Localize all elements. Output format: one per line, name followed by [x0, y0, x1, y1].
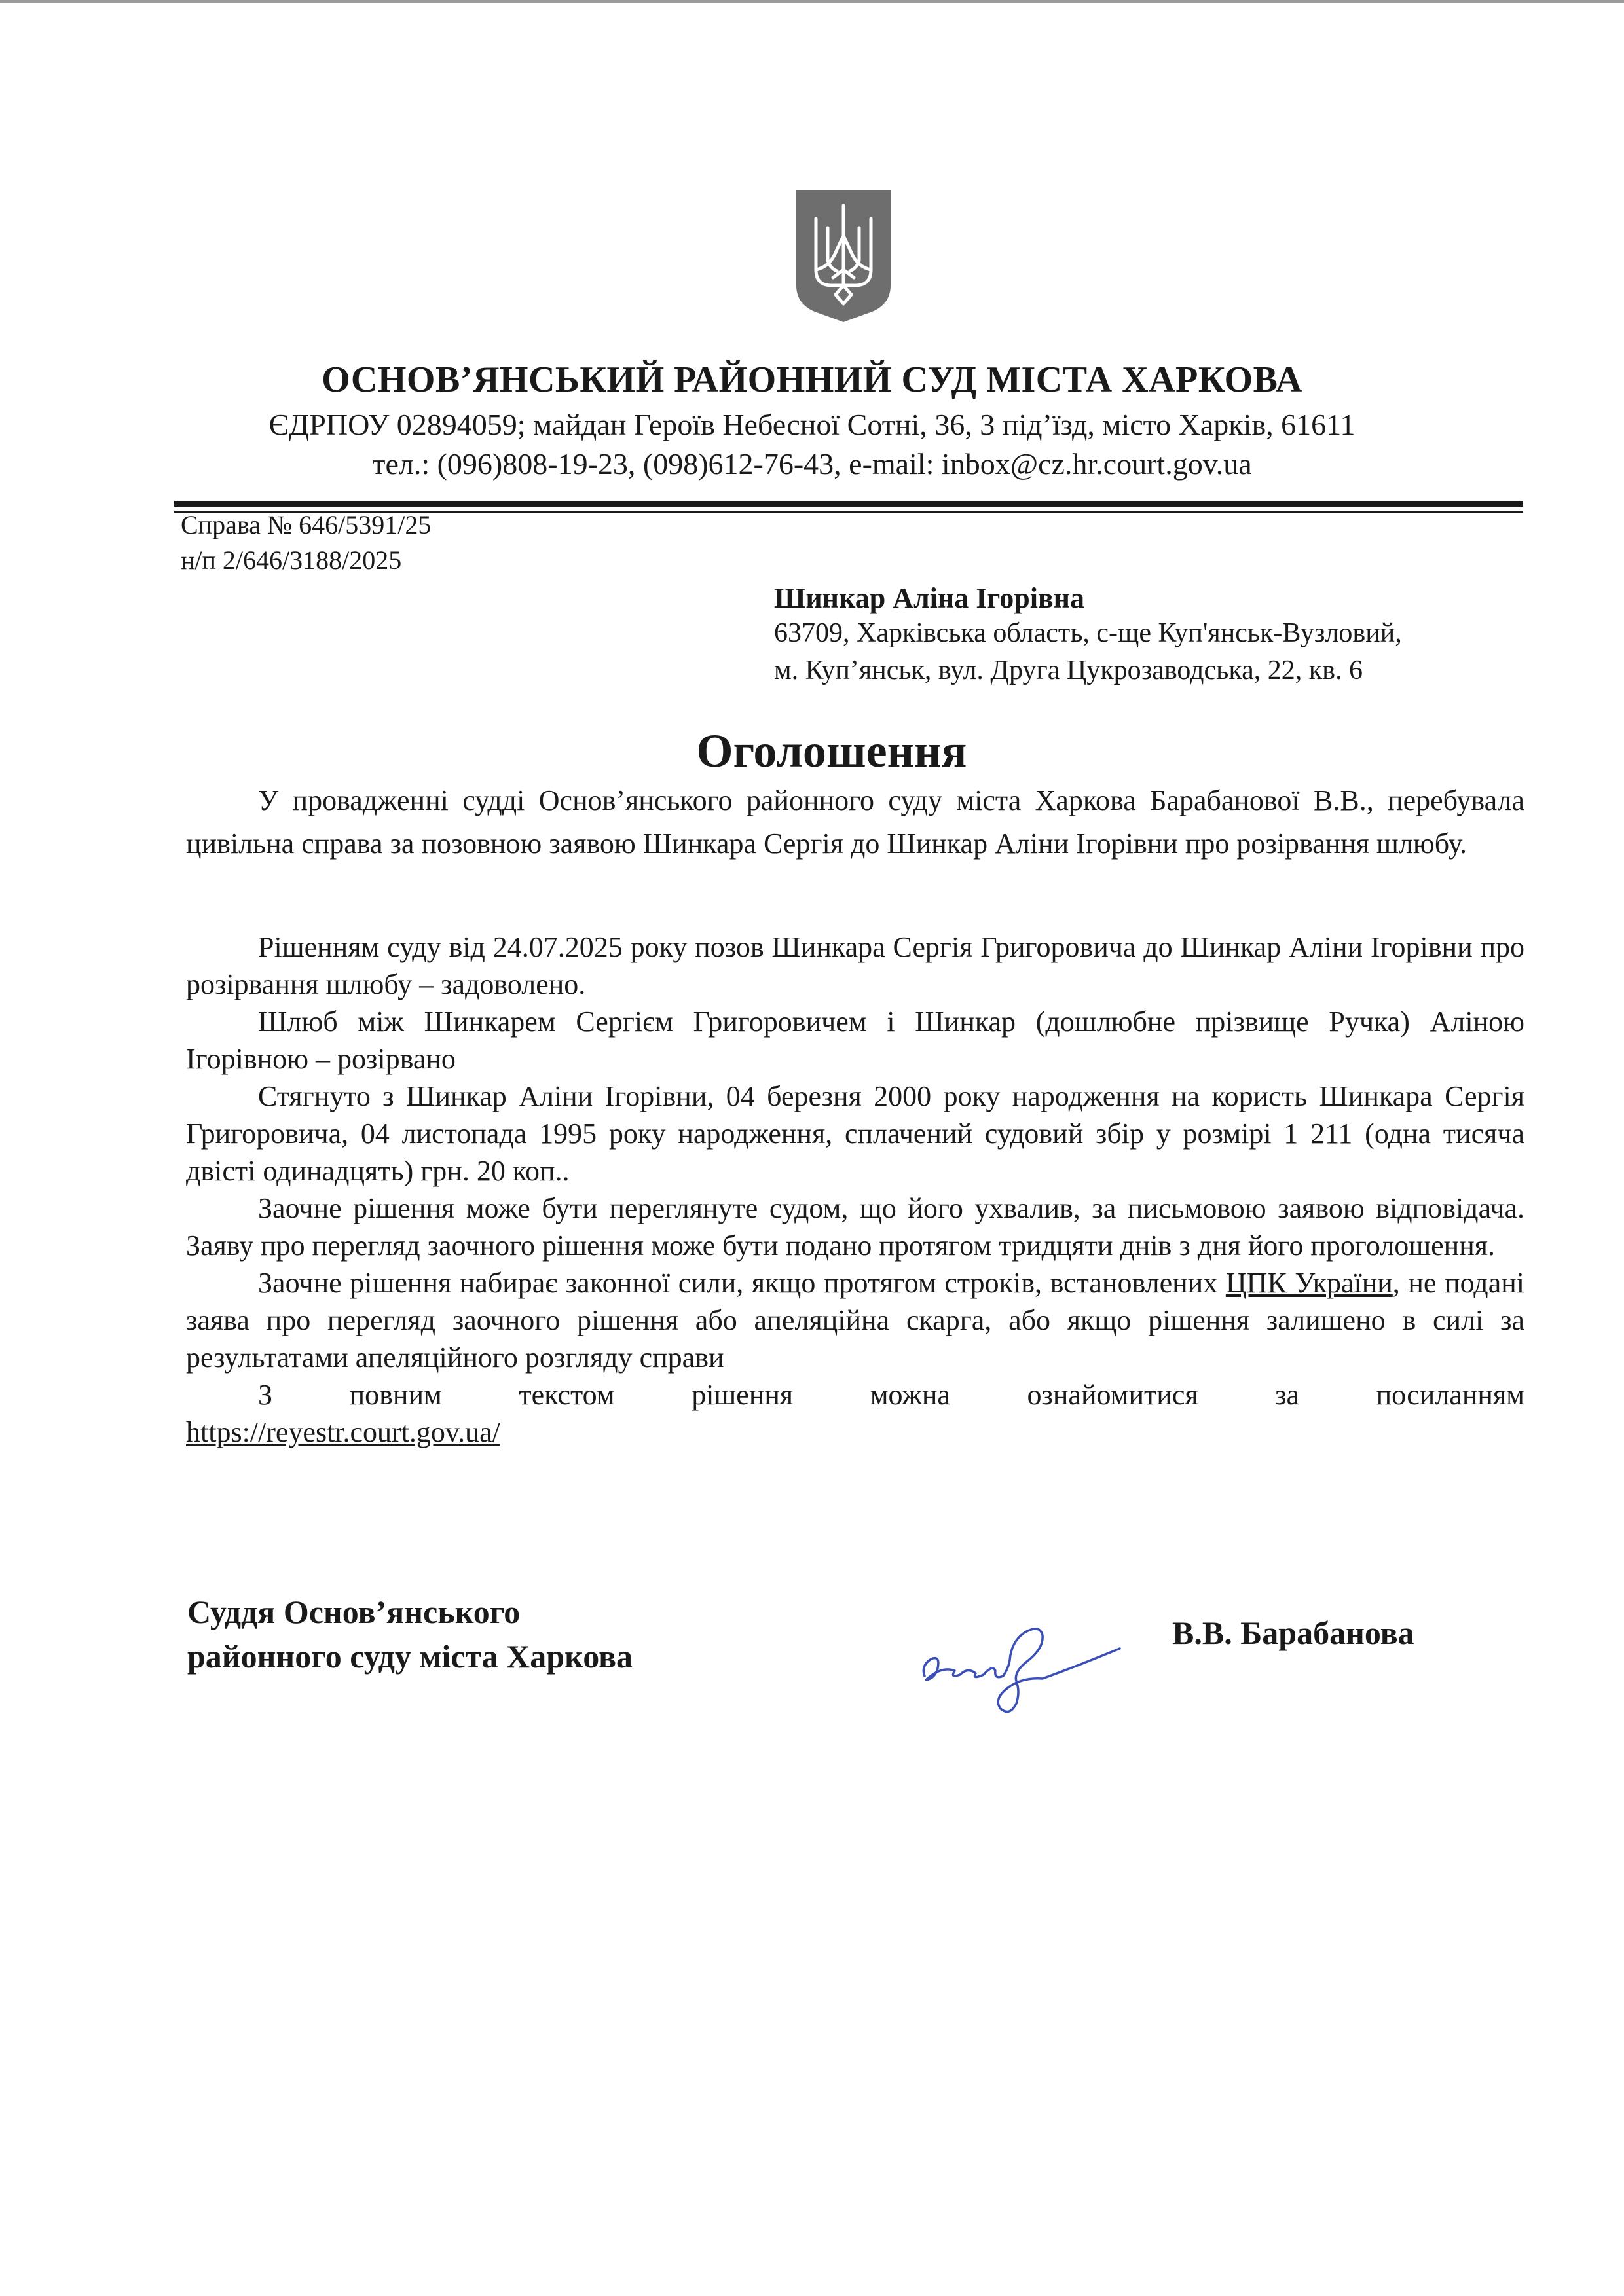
scan-top-edge [0, 0, 1624, 3]
judge-position [187, 1590, 633, 1679]
judge-position-line: районного суду міста Харкова [187, 1638, 633, 1675]
announcement-intro [186, 779, 1524, 866]
handwritten-signature [912, 1603, 1147, 1721]
proceeding-number: н/п 2/646/3188/2025 [181, 545, 402, 575]
judge-name: В.В. Барабанова [1172, 1614, 1414, 1651]
paragraph [186, 1413, 1524, 1451]
judge-position-line: Суддя Основ’янського [187, 1594, 521, 1630]
court-requisites: ЄДРПОУ 02894059; майдан Героїв Небесної Сотні, 36, 3 під’їзд, місто Харків, 61611 [268, 408, 1356, 441]
header-rule [174, 501, 1523, 507]
court-contacts: тел.: (096)808-19-23, (098)612-76-43, e-mail: inbox@cz.hr.court.gov.ua [372, 447, 1252, 481]
coat-of-arms-icon [794, 187, 893, 323]
paragraph: Шлюб між Шинкарем Сергієм Григоровичем і Шинкар (дошлюбне прізвище Ручка) Аліною Ігорівною – розірвано [186, 1006, 1524, 1075]
paragraph: У провадженні судді Основ’янського районного суду міста Харкова Барабанової В.В., перебувала цивільна справа за позовною заявою Шинкара Сергія до Шинкар Аліни Ігорівни про розірвання шлюбу. [186, 784, 1524, 860]
addressee-name: Шинкар Аліна Ігорівна [774, 582, 1085, 614]
document-title: Оголошення [696, 725, 967, 777]
addressee-address-line: м. Куп’янськ, вул. Друга Цукрозаводська, 22, кв. 6 [774, 655, 1363, 685]
case-number: Справа № 646/5391/25 [181, 510, 432, 539]
paragraph-text: , не подані заява про перегляд заочного рішення або апеляційна скарга, або якщо рішення залишено в силі за результатами апеляційного розгляду справи [186, 1267, 1524, 1374]
addressee-address-line: 63709, Харківська область, с-ще Куп'янськ-Вузловий, [774, 618, 1402, 648]
paragraph-text: Заочне рішення набирає законної сили, якщо протягом строків, встановлених [258, 1267, 1226, 1299]
court-name: ОСНОВ’ЯНСЬКИЙ РАЙОННИЙ СУД МІСТА ХАРКОВА [322, 359, 1302, 400]
paragraph: Рішенням суду від 24.07.2025 року позов Шинкара Сергія Григоровича до Шинкар Аліни Ігорівни про розірвання шлюбу – задоволено. [186, 931, 1524, 1000]
cpc-link[interactable]: ЦПК України [1225, 1267, 1393, 1299]
announcement-body [186, 928, 1524, 1451]
paragraph: З повним текстом рішення можна ознайомитися за посиланням [258, 1379, 1524, 1411]
paragraph: Стягнуто з Шинкар Аліни Ігорівни, 04 березня 2000 року народження на користь Шинкара Сергія Григоровича, 04 листопада 1995 року народження, сплачений судовий збір у розмірі 1 211 (одна тисяча двісті одинадцять) грн. 20 коп.. [186, 1080, 1524, 1187]
paragraph: Заочне рішення може бути переглянуте судом, що його ухвалив, за письмовою заявою відповідача. Заяву про перегляд заочного рішення може бути подано протягом тридцяти днів з дня його проголошення. [186, 1192, 1524, 1262]
paragraph [186, 1264, 1524, 1376]
registry-link[interactable]: https://reyestr.court.gov.ua/ [186, 1416, 500, 1448]
